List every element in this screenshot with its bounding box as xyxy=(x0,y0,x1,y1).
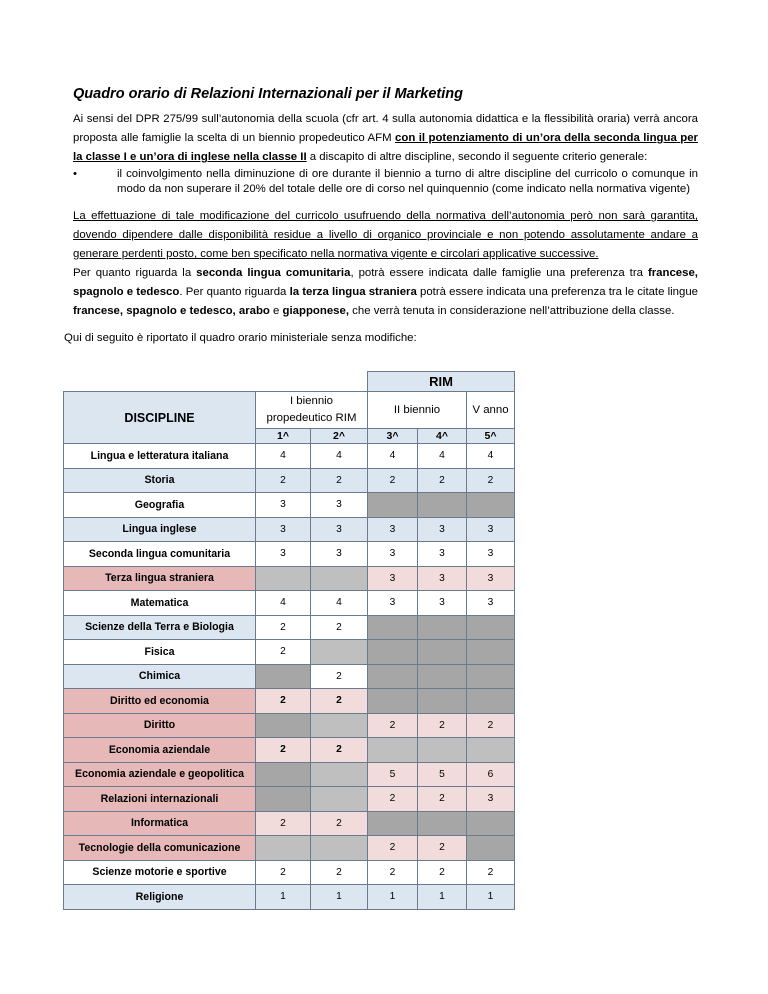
empty-cell xyxy=(368,738,418,763)
p1-text-e: a discapito di altre discipline, secondo il seguente criterio generale: xyxy=(306,151,648,163)
hours-cell: 4 xyxy=(418,444,467,469)
hours-cell: 3 xyxy=(418,517,467,542)
hours-cell: 2 xyxy=(311,811,368,836)
hours-cell: 4 xyxy=(467,444,515,469)
table-row xyxy=(64,542,515,567)
hours-cell: 3 xyxy=(368,542,418,567)
paragraph-normativa: La effettuazione di tale modificazione del curricolo usufruendo della normativa dell’autonomia però non sarà garantita, dovendo dipendere dalle disponibilità residue a livello di organico provinciale e non potendo assolutamente andare a generare perdenti posto, come ben specificato nella normativa vigente e circolari applicative successive. xyxy=(73,210,698,260)
hours-cell: 3 xyxy=(467,517,515,542)
period-header-row xyxy=(64,392,515,429)
table-intro: Qui di seguito è riportato il quadro orario ministeriale senza modifiche: xyxy=(64,332,417,344)
hours-cell: 2 xyxy=(311,615,368,640)
hours-cell: 1 xyxy=(311,885,368,910)
table-row xyxy=(64,713,515,738)
hours-cell: 2 xyxy=(311,738,368,763)
rim-header: RIM xyxy=(368,372,515,392)
hours-cell: 3 xyxy=(256,542,311,567)
hours-cell: 3 xyxy=(311,517,368,542)
hours-cell: 4 xyxy=(256,444,311,469)
empty-cell xyxy=(467,738,515,763)
table-row xyxy=(64,811,515,836)
hours-cell: 2 xyxy=(418,468,467,493)
subject-name: Storia xyxy=(64,468,256,493)
empty-cell xyxy=(311,713,368,738)
empty-cell xyxy=(467,615,515,640)
subject-name: Diritto xyxy=(64,713,256,738)
empty-cell xyxy=(311,836,368,861)
hours-cell: 2 xyxy=(418,836,467,861)
p3-b: seconda lingua comunitaria xyxy=(196,267,351,279)
p3-g: potrà essere indicata una preferenza tra le citate lingue xyxy=(416,286,699,298)
empty-cell xyxy=(467,836,515,861)
p3-j: giapponese, xyxy=(282,305,350,317)
table-row xyxy=(64,836,515,861)
table-row xyxy=(64,591,515,616)
empty-cell xyxy=(467,689,515,714)
empty-cell xyxy=(368,640,418,665)
hours-cell: 2 xyxy=(368,787,418,812)
empty-cell xyxy=(311,762,368,787)
hours-cell: 4 xyxy=(368,444,418,469)
hours-cell: 2 xyxy=(311,664,368,689)
empty-cell xyxy=(467,493,515,518)
p3-h: francese, spagnolo e tedesco, arabo xyxy=(73,305,270,317)
hours-cell: 3 xyxy=(418,542,467,567)
subject-name: Economia aziendale xyxy=(64,738,256,763)
empty-cell xyxy=(418,640,467,665)
hours-cell: 3 xyxy=(256,493,311,518)
document-title: Quadro orario di Relazioni Internazionali per il Marketing xyxy=(73,86,463,102)
hours-cell: 2 xyxy=(368,468,418,493)
hours-cell: 3 xyxy=(418,566,467,591)
table-row xyxy=(64,664,515,689)
subject-name: Informatica xyxy=(64,811,256,836)
subject-name: Geografia xyxy=(64,493,256,518)
hours-cell: 2 xyxy=(311,860,368,885)
bullet-text: il coinvolgimento nella diminuzione di ore durante il biennio a turno di altre discipline del curricolo o comunque in modo da non superare il 20% del totale delle ore di corso nel quinquennio (come indicato nella normativa vigente) xyxy=(117,168,698,195)
bullet-symbol: • xyxy=(73,168,77,180)
hours-cell: 2 xyxy=(368,860,418,885)
hours-cell: 2 xyxy=(256,640,311,665)
hours-cell: 3 xyxy=(467,787,515,812)
empty-cell xyxy=(418,615,467,640)
table-row xyxy=(64,517,515,542)
hours-cell: 2 xyxy=(418,713,467,738)
hours-cell: 3 xyxy=(311,542,368,567)
hours-cell: 2 xyxy=(467,860,515,885)
hours-cell: 4 xyxy=(311,591,368,616)
subject-name: Economia aziendale e geopolitica xyxy=(64,762,256,787)
p1-text-b: con il potenziamento di un’ora della seconda lingua xyxy=(395,132,677,144)
empty-cell xyxy=(256,664,311,689)
hours-cell: 2 xyxy=(256,811,311,836)
rim-header-row xyxy=(64,372,515,392)
table-row xyxy=(64,738,515,763)
year-header-4: 4^ xyxy=(418,429,467,444)
hours-cell: 3 xyxy=(418,591,467,616)
biennio1-header: I biennio propedeutico RIM xyxy=(256,392,368,429)
table-row xyxy=(64,860,515,885)
hours-cell: 3 xyxy=(368,566,418,591)
empty-cell xyxy=(256,713,311,738)
subject-name: Fisica xyxy=(64,640,256,665)
subject-name: Lingua e letteratura italiana xyxy=(64,444,256,469)
table-row xyxy=(64,640,515,665)
table-row xyxy=(64,615,515,640)
hours-cell: 1 xyxy=(368,885,418,910)
hours-cell: 3 xyxy=(256,517,311,542)
hours-cell: 2 xyxy=(311,689,368,714)
hours-cell: 2 xyxy=(368,836,418,861)
year-header-2: 2^ xyxy=(311,429,368,444)
v-anno-header: V anno xyxy=(467,392,515,429)
empty-cell xyxy=(368,811,418,836)
p1-text-a: Ai sensi del DPR 275/99 sull’autonomia della scuola (cfr art. 4 sulla autonomia didattica e la flessibilità oraria) verrà ancora proposta alle famiglie la scelta di un biennio propedeutico AFM xyxy=(73,113,698,144)
subject-name: Seconda lingua comunitaria xyxy=(64,542,256,567)
subject-name: Scienze motorie e sportive xyxy=(64,860,256,885)
biennio2-header: II biennio xyxy=(368,392,467,429)
paragraph-intro xyxy=(73,110,698,167)
hours-cell: 1 xyxy=(256,885,311,910)
hours-cell: 2 xyxy=(256,860,311,885)
subject-name: Lingua inglese xyxy=(64,517,256,542)
hours-cell: 6 xyxy=(467,762,515,787)
hours-cell: 2 xyxy=(418,787,467,812)
p3-e: . Per quanto riguarda xyxy=(179,286,290,298)
p3-f: la terza lingua straniera xyxy=(289,286,417,298)
p3-a: Per quanto riguarda la xyxy=(73,267,197,279)
hours-cell: 1 xyxy=(418,885,467,910)
document-body xyxy=(64,86,699,346)
subject-name: Diritto ed economia xyxy=(64,689,256,714)
hours-cell: 3 xyxy=(467,566,515,591)
empty-cell xyxy=(368,615,418,640)
empty-cell xyxy=(311,566,368,591)
empty-cell xyxy=(418,689,467,714)
hours-cell: 2 xyxy=(311,468,368,493)
p3-d: francese, spagnolo e tedesco xyxy=(73,267,698,298)
hours-cell: 5 xyxy=(418,762,467,787)
table-row xyxy=(64,762,515,787)
hours-cell: 2 xyxy=(256,689,311,714)
year-header-5: 5^ xyxy=(467,429,515,444)
bullet-item xyxy=(73,167,698,197)
subject-name: Terza lingua straniera xyxy=(64,566,256,591)
table-row xyxy=(64,689,515,714)
subject-name: Matematica xyxy=(64,591,256,616)
empty-cell xyxy=(311,640,368,665)
empty-cell xyxy=(467,811,515,836)
year-header-3: 3^ xyxy=(368,429,418,444)
hours-cell: 2 xyxy=(467,468,515,493)
empty-cell xyxy=(256,787,311,812)
empty-cell xyxy=(368,689,418,714)
hours-cell: 3 xyxy=(467,591,515,616)
blank-cell xyxy=(64,372,368,392)
table-row xyxy=(64,468,515,493)
subject-name: Scienze della Terra e Biologia xyxy=(64,615,256,640)
empty-cell xyxy=(418,664,467,689)
p3-k: che verrà tenuta in considerazione nell’attribuzione della classe. xyxy=(349,305,675,317)
table-row xyxy=(64,787,515,812)
hours-cell: 3 xyxy=(311,493,368,518)
hours-cell: 2 xyxy=(368,713,418,738)
year-header-1: 1^ xyxy=(256,429,311,444)
hours-cell: 2 xyxy=(467,713,515,738)
empty-cell xyxy=(368,664,418,689)
table-row xyxy=(64,566,515,591)
discipline-header: DISCIPLINE xyxy=(64,392,256,444)
empty-cell xyxy=(368,493,418,518)
empty-cell xyxy=(418,738,467,763)
empty-cell xyxy=(256,836,311,861)
empty-cell xyxy=(418,811,467,836)
table-row xyxy=(64,885,515,910)
hours-cell: 3 xyxy=(368,591,418,616)
p3-i: e xyxy=(269,305,283,317)
subject-name: Chimica xyxy=(64,664,256,689)
hours-cell: 2 xyxy=(256,468,311,493)
hours-cell: 3 xyxy=(467,542,515,567)
p3-c: , potrà essere indicata dalle famiglie una preferenza tra xyxy=(350,267,648,279)
hours-cell: 2 xyxy=(256,615,311,640)
hours-cell: 4 xyxy=(311,444,368,469)
hours-cell: 1 xyxy=(467,885,515,910)
paragraph-lingue xyxy=(73,264,698,321)
hours-cell: 4 xyxy=(256,591,311,616)
hours-cell: 3 xyxy=(368,517,418,542)
subject-name: Religione xyxy=(64,885,256,910)
empty-cell xyxy=(256,566,311,591)
empty-cell xyxy=(418,493,467,518)
hours-cell: 5 xyxy=(368,762,418,787)
empty-cell xyxy=(467,664,515,689)
empty-cell xyxy=(467,640,515,665)
table-row xyxy=(64,493,515,518)
table-row xyxy=(64,444,515,469)
subject-name: Relazioni internazionali xyxy=(64,787,256,812)
timetable xyxy=(63,371,515,910)
p1-text-d: per la classe I e un’ora di inglese nella classe II xyxy=(73,132,698,163)
empty-cell xyxy=(311,787,368,812)
hours-cell: 2 xyxy=(256,738,311,763)
subject-name: Tecnologie della comunicazione xyxy=(64,836,256,861)
empty-cell xyxy=(256,762,311,787)
hours-cell: 2 xyxy=(418,860,467,885)
